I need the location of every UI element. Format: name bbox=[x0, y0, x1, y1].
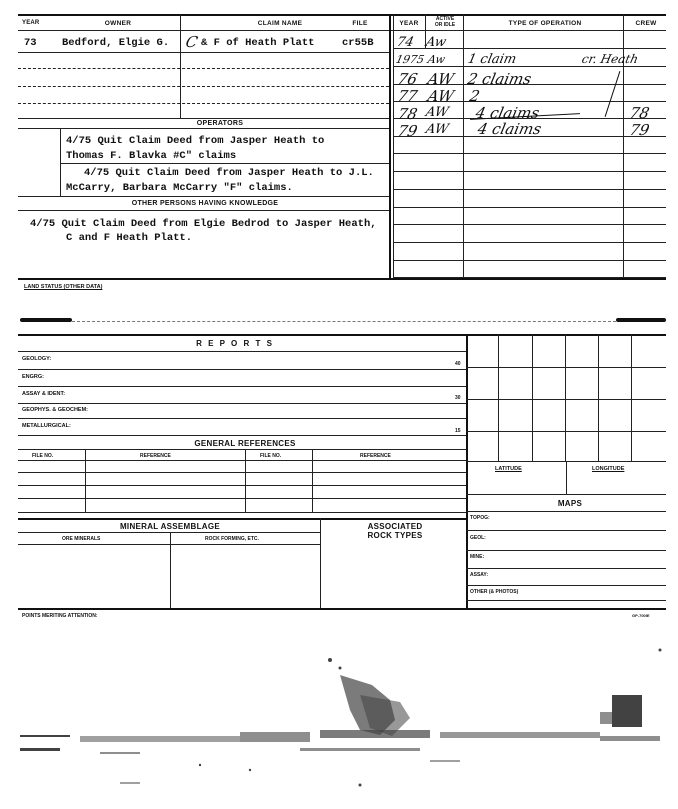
activity-type: 1 claim bbox=[466, 52, 518, 67]
associated-rock-types bbox=[330, 522, 460, 540]
activity-year: 74 bbox=[395, 35, 416, 50]
operators-divider bbox=[18, 128, 389, 129]
report-geology-label: GEOLOGY: bbox=[22, 356, 52, 362]
associated-line2: ROCK TYPES bbox=[367, 531, 423, 540]
activity-row-line bbox=[393, 242, 666, 243]
lat-long-divider bbox=[566, 461, 567, 494]
activity-row-line bbox=[393, 189, 666, 190]
activity-row-line bbox=[393, 260, 666, 261]
owner-row-line bbox=[18, 86, 389, 87]
activity-row-line bbox=[393, 224, 666, 225]
knowledge-divider bbox=[18, 210, 389, 211]
grid-line bbox=[631, 334, 632, 461]
middle-divider bbox=[466, 334, 468, 608]
punch-mark-right bbox=[616, 318, 666, 322]
grid-line bbox=[466, 367, 666, 368]
header-crew: CREW bbox=[635, 20, 657, 27]
activity-status: AW bbox=[426, 70, 456, 88]
grid-line bbox=[565, 334, 566, 461]
references-col-line bbox=[245, 449, 246, 512]
operator-line: 4/75 Quit Claim Deed from Jasper Heath to J.L. bbox=[84, 167, 374, 179]
activity-status: AW bbox=[424, 122, 450, 137]
mineral-row-line bbox=[18, 532, 320, 533]
land-status-line bbox=[72, 321, 616, 322]
reports-row-line bbox=[18, 403, 466, 404]
activity-row-line bbox=[393, 207, 666, 208]
owner-row-line bbox=[18, 103, 389, 104]
references-col-line bbox=[85, 449, 86, 512]
activity-row-line bbox=[393, 66, 666, 67]
maps-geol-label: GEOL: bbox=[470, 535, 486, 541]
file-number: cr55B bbox=[342, 37, 374, 49]
ore-minerals-header: ORE MINERALS bbox=[62, 536, 101, 542]
header-year: YEAR bbox=[22, 20, 40, 26]
header-year-2: YEAR bbox=[399, 20, 419, 27]
top-section-bottom bbox=[18, 278, 666, 280]
header-active-idle bbox=[428, 16, 462, 28]
reports-row-line bbox=[18, 369, 466, 370]
reports-title: R E P O R T S bbox=[196, 339, 274, 348]
knowledge-divider bbox=[18, 196, 389, 197]
activity-year: 77 bbox=[396, 87, 420, 105]
activity-status: AW bbox=[426, 87, 456, 105]
grid-line bbox=[498, 334, 499, 461]
report-scale-40: 40 bbox=[455, 361, 461, 367]
header-file: FILE bbox=[352, 20, 368, 27]
maps-mine-label: MINE: bbox=[470, 554, 485, 560]
operator-line: McCarry, Barbara McCarry "F" claims. bbox=[66, 182, 293, 194]
report-geophys-label: GEOPHYS. & GEOCHEM: bbox=[22, 407, 89, 413]
grid-line bbox=[598, 334, 599, 461]
header-or-idle: OR IDLE bbox=[434, 22, 456, 28]
header-owner: OWNER bbox=[104, 20, 132, 27]
activity-year: 76 bbox=[396, 70, 420, 88]
knowledge-line: C and F Heath Platt. bbox=[66, 232, 193, 244]
maps-other-label: OTHER (& PHOTOS) bbox=[470, 589, 519, 595]
maps-top-line bbox=[466, 494, 666, 495]
longitude-label: LONGITUDE bbox=[592, 466, 625, 472]
activity-crew: 78 bbox=[628, 104, 652, 122]
header-claim-name: CLAIM NAME bbox=[257, 20, 303, 27]
activity-status: Aw bbox=[426, 53, 447, 66]
references-row-line bbox=[18, 512, 466, 513]
reports-row-line bbox=[18, 418, 466, 419]
grid-line bbox=[466, 431, 666, 432]
latitude-label: LATITUDE bbox=[495, 466, 522, 472]
activity-type: 2 bbox=[468, 87, 482, 105]
claim-name: & F of Heath Platt bbox=[201, 37, 315, 49]
activity-type: 4 claims bbox=[474, 104, 542, 122]
reports-row-line bbox=[18, 351, 466, 352]
activity-year: 1975 bbox=[394, 53, 426, 66]
activity-year: 78 bbox=[396, 105, 420, 123]
ref-reference-header: REFERENCE bbox=[140, 453, 171, 459]
owner-row-line bbox=[18, 118, 389, 119]
report-scale-15: 15 bbox=[455, 428, 461, 434]
activity-year: 79 bbox=[396, 122, 420, 140]
header-divider bbox=[18, 30, 666, 31]
scan-noise bbox=[0, 640, 678, 800]
operator-line: 4/75 Quit Claim Deed from Jasper Heath to bbox=[66, 135, 325, 147]
references-col-line bbox=[312, 449, 313, 512]
ref-reference-header-2: REFERENCE bbox=[360, 453, 391, 459]
activity-row-line bbox=[393, 171, 666, 172]
knowledge-title: OTHER PERSONS HAVING KNOWLEDGE bbox=[131, 200, 279, 207]
maps-row-line bbox=[466, 511, 666, 512]
report-engrg-label: ENGRG: bbox=[22, 374, 44, 380]
mineral-col-line bbox=[170, 532, 171, 608]
owner-year: 73 bbox=[24, 37, 37, 49]
grid-line bbox=[532, 334, 533, 461]
activity-status: Aw bbox=[424, 35, 448, 50]
section-divider bbox=[389, 14, 391, 278]
maps-row-line bbox=[466, 550, 666, 551]
header-active: ACTIVE bbox=[435, 16, 455, 22]
maps-assay-label: ASSAY: bbox=[470, 572, 489, 578]
maps-row-line bbox=[466, 600, 666, 601]
general-references-title: GENERAL REFERENCES bbox=[194, 439, 296, 448]
reports-top-border bbox=[18, 334, 666, 336]
operators-left-border bbox=[60, 128, 61, 196]
activity-crew: cr. Heath bbox=[580, 52, 640, 66]
middle-section-bottom bbox=[18, 608, 666, 610]
maps-row-line bbox=[466, 530, 666, 531]
mineral-col-line bbox=[320, 518, 321, 608]
operators-row-line bbox=[60, 163, 389, 164]
ref-file-no-header-2: FILE NO. bbox=[260, 453, 282, 459]
owner-name: Bedford, Elgie G. bbox=[62, 37, 170, 49]
land-status-label: LAND STATUS (OTHER DATA) bbox=[24, 284, 103, 290]
handwritten-stroke bbox=[605, 71, 621, 117]
activity-type: 4 claims bbox=[476, 120, 544, 138]
associated-line1: ASSOCIATED bbox=[367, 522, 423, 531]
rock-forming-header: ROCK FORMING, ETC. bbox=[205, 536, 259, 542]
operators-title: OPERATORS bbox=[196, 120, 244, 127]
maps-title: MAPS bbox=[557, 499, 583, 508]
owner-row-line bbox=[18, 52, 389, 53]
grid-line bbox=[466, 399, 666, 400]
section-divider-inner bbox=[393, 14, 394, 278]
col-divider-status bbox=[463, 14, 464, 278]
ref-file-no-header: FILE NO. bbox=[32, 453, 54, 459]
maps-row-line bbox=[466, 568, 666, 569]
report-scale-30: 30 bbox=[455, 395, 461, 401]
mineral-row-line bbox=[18, 544, 320, 545]
knowledge-line: 4/75 Quit Claim Deed from Elgie Bedrod to Jasper Heath, bbox=[30, 218, 377, 230]
mineral-top-border bbox=[18, 518, 466, 520]
mineral-assemblage-title: MINERAL ASSEMBLAGE bbox=[119, 522, 221, 531]
operator-line: Thomas F. Blavka #C" claims bbox=[66, 150, 237, 162]
claim-name-handwritten: C bbox=[184, 33, 200, 51]
owner-row-line bbox=[18, 68, 389, 69]
activity-status: AW bbox=[424, 105, 450, 120]
top-border bbox=[18, 14, 666, 16]
activity-crew: 79 bbox=[628, 121, 652, 139]
punch-mark-left bbox=[20, 318, 72, 322]
activity-type: 2 claims bbox=[466, 70, 534, 88]
form-number: GP-700lE bbox=[632, 613, 650, 618]
header-type-of-operation: TYPE OF OPERATION bbox=[508, 20, 582, 27]
report-metallurgical-label: METALLURGICAL: bbox=[22, 423, 71, 429]
report-assay-label: ASSAY & IDENT: bbox=[22, 391, 66, 397]
activity-row-line bbox=[393, 153, 666, 154]
maps-row-line bbox=[466, 585, 666, 586]
reports-row-line bbox=[18, 435, 466, 436]
maps-topog-label: TOPOG: bbox=[470, 515, 490, 521]
reports-row-line bbox=[18, 386, 466, 387]
points-meriting-attention-label: POINTS MERITING ATTENTION: bbox=[22, 613, 98, 619]
